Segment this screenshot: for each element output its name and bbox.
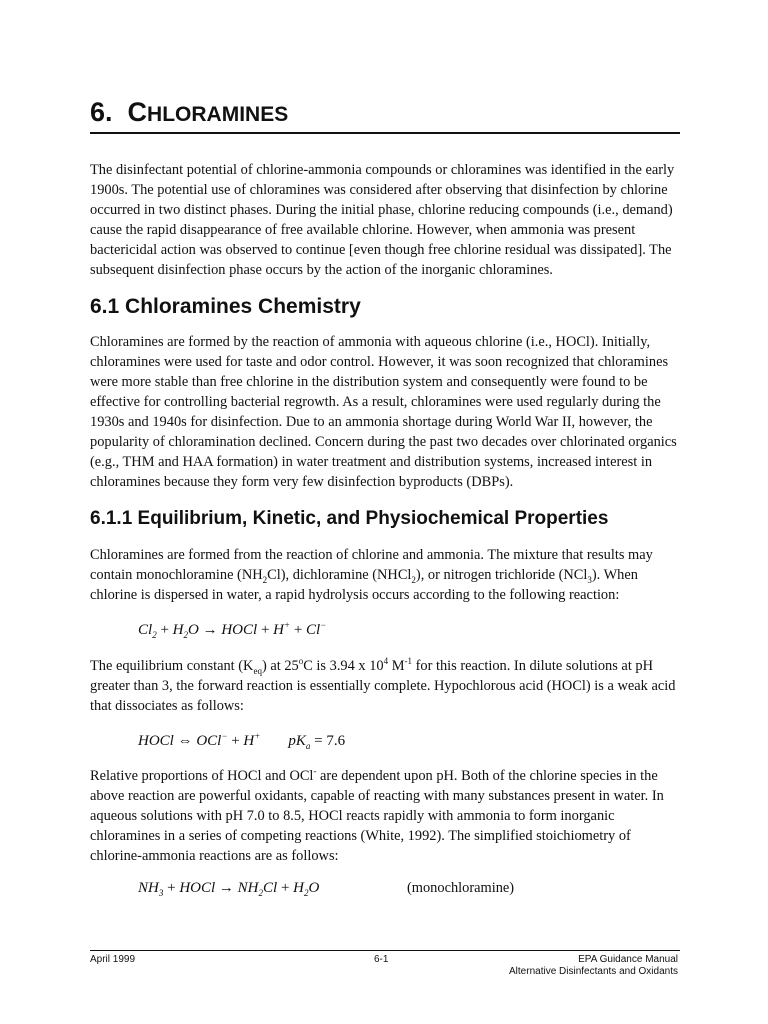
chapter-number: 6. [90,97,113,127]
footer-page-number: 6-1 [374,954,389,965]
footer-manual-subtitle: Alternative Disinfectants and Oxidants [509,966,678,977]
section-6-1-1-paragraph-3: Relative proportions of HOCl and OCl- are dependent upon pH. Both of the chlorine species in the above reaction are powerful oxidants, capable of reacting with many substances present in water. In aqueous solutions with pH 7.0 to 8.5, HOCl reacts rapidly with ammonia to form inorganic chloramines in a series of competing reactions (White, 1992). The simplified stoichiometry of chlorine-ammonia reactions are as follows: [90,766,664,864]
equation-monochloramine-formation: $NH_3$ + HOCl → $NH_2Cl + H_2O$ [138,880,320,898]
section-heading-6-1-1: 6.1.1 Equilibrium, Kinetic, and Physiochemical Properties [90,508,609,529]
section-6-1-1-paragraph-2: The equilibrium constant $(K_{eq})$ at 25$^o$C is 3.94 x $10^4$ $M^{-1}$ for this reaction. In dilute solutions at pH greater than 3, the forward reaction is essentially complete. Hypochlorous acid (HOCl) is a weak acid that dissociates as follows: [90,656,676,714]
equation-hocl-dissociation: HOCl ⇔ OCl− + H+ $pK_a = 7.6$ [138,731,346,751]
section-heading-6-1: 6.1 Chloramines Chemistry [90,295,361,318]
equation-label-monochloramine: (monochloramine) [407,880,515,896]
title-divider [90,132,680,134]
intro-paragraph: The disinfectant potential of chlorine-ammonia compounds or chloramines was identified in the early 1900s. The potential use of chloramines was considered after observing that disinfection by chlorine occurred in two distinct phases. During the initial phase, chlorine reducing compounds (i.e., demand) cause the rapid disappearance of free available chlorine. However, when ammonia was present bactericidal action was observed to continue [even though free chlorine residual was dissipated]. The subsequent disinfection phase occurs by the action of the inorganic chloramines. [90,162,675,278]
chapter-title-rest: HLORAMINES [147,103,289,126]
footer-divider [90,950,680,951]
chapter-title [90,94,680,133]
footer-date: April 1999 [90,954,136,965]
section-6-1-1-paragraph-1: Chloramines are formed from the reaction of chlorine and ammonia. The mixture that results may contain monochloramine $(NH_2Cl)$, dichloramine (NHCl$_2$), or nitrogen trichloride (NCl$_3$). When chlorine is dispersed in water, a rapid hydrolysis occurs according to the following reaction: [90,547,653,603]
section-6-1-paragraph: Chloramines are formed by the reaction of ammonia with aqueous chlorine (i.e., HOCl). Initially, chloramines were used for taste and odor control. However, it was soon recognized that chloramines were more stable than free chlorine in the distribution system and consequently were found to be effective for controlling bacterial regrowth. As a result, chloramines were used regularly during the 1930s and 1940s for disinfection. Due to an ammonia shortage during World War II, however, the popularity of chloramination declined. Concern during the past two decades over chlorinated organics (e.g., THM and HAA formation) in water treatment and distribution systems, increased interest in chloramines because they form very few disinfection byproducts (DBPs). [90,334,677,490]
chapter-title-initial: C [127,97,148,127]
footer-manual-title: EPA Guidance Manual [578,954,678,965]
equation-chlorine-hydrolysis: $Cl_2 + H_2O$ → HOCl + H+ + Cl− [138,620,327,640]
